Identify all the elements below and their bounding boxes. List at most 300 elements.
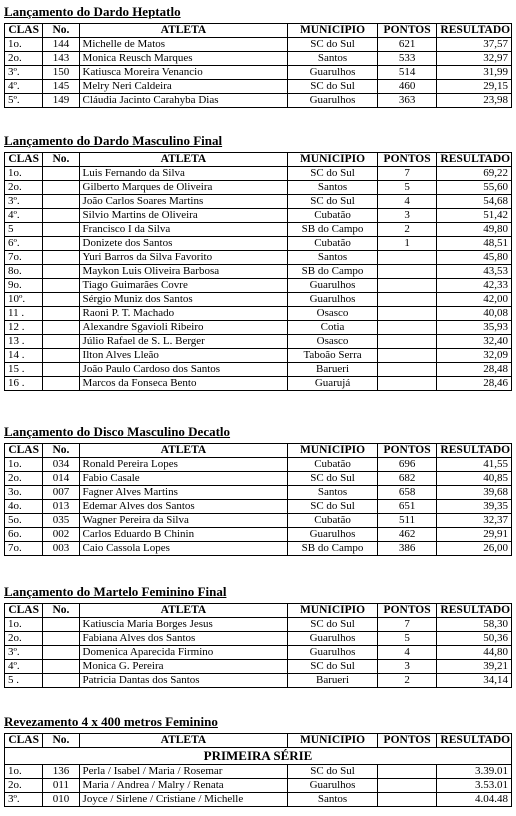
column-header-clas: CLAS [5, 734, 43, 748]
table-row [5, 307, 512, 321]
pontos-cell: 682 [377, 472, 437, 486]
pontos-cell [377, 321, 437, 335]
municipio-cell: SC do Sul [288, 472, 377, 486]
resultado-cell: 28,46 [437, 377, 512, 391]
municipio-cell: Osasco [288, 335, 377, 349]
athlete-cell: Sérgio Muniz dos Santos [79, 293, 288, 307]
clas-cell: 4º. [5, 660, 43, 674]
number-cell [43, 363, 79, 377]
pontos-cell [377, 279, 437, 293]
resultado-cell: 32,37 [437, 514, 512, 528]
municipio-cell: Cubatão [288, 237, 377, 251]
athlete-cell: Francisco I da Silva [79, 223, 288, 237]
number-cell [43, 307, 79, 321]
athlete-cell: Tiago Guimarães Covre [79, 279, 288, 293]
resultado-cell: 32,09 [437, 349, 512, 363]
municipio-cell: Barueri [288, 363, 377, 377]
municipio-cell: Santos [288, 486, 377, 500]
pontos-cell [377, 377, 437, 391]
header-row [5, 24, 512, 38]
table-row [5, 181, 512, 195]
athlete-cell: Maria / Andrea / Malry / Renata [79, 779, 288, 793]
athlete-cell: Maykon Luis Oliveira Barbosa [79, 265, 288, 279]
clas-cell: 11 . [5, 307, 43, 321]
clas-cell: 3º. [5, 646, 43, 660]
number-cell: 014 [43, 472, 79, 486]
clas-cell: 2o. [5, 472, 43, 486]
municipio-cell: SC do Sul [288, 500, 377, 514]
column-header-clas: CLAS [5, 24, 43, 38]
number-cell [43, 293, 79, 307]
pontos-cell: 363 [377, 94, 437, 108]
municipio-cell: SC do Sul [288, 618, 377, 632]
clas-cell: 10º. [5, 293, 43, 307]
results-table [4, 443, 512, 556]
table-row [5, 363, 512, 377]
results-table [4, 733, 512, 807]
table-row [5, 237, 512, 251]
clas-cell: 4o. [5, 500, 43, 514]
number-cell [43, 279, 79, 293]
column-header-atleta: ATLETA [79, 153, 288, 167]
athlete-cell: Fagner Alves Martins [79, 486, 288, 500]
athlete-cell: Wagner Pereira da Silva [79, 514, 288, 528]
resultado-cell: 29,91 [437, 528, 512, 542]
header-row [5, 153, 512, 167]
resultado-cell: 37,57 [437, 38, 512, 52]
table-row [5, 793, 512, 807]
table-row [5, 279, 512, 293]
municipio-cell: SC do Sul [288, 80, 377, 94]
column-header-atleta: ATLETA [79, 24, 288, 38]
number-cell [43, 660, 79, 674]
pontos-cell [377, 793, 437, 807]
column-header-no: No. [43, 734, 79, 748]
resultado-cell: 32,97 [437, 52, 512, 66]
pontos-cell: 696 [377, 458, 437, 472]
pontos-cell: 386 [377, 542, 437, 556]
number-cell: 035 [43, 514, 79, 528]
number-cell: 034 [43, 458, 79, 472]
column-header-resultado: RESULTADO [437, 604, 512, 618]
pontos-cell [377, 293, 437, 307]
table-row [5, 66, 512, 80]
clas-cell: 1o. [5, 618, 43, 632]
event-title: Lançamento do Dardo Masculino Final [4, 133, 223, 148]
number-cell: 136 [43, 765, 79, 779]
municipio-cell: Barueri [288, 674, 377, 688]
clas-cell: 4º. [5, 80, 43, 94]
header-row [5, 604, 512, 618]
column-header-municipio: MUNICIPIO [288, 734, 377, 748]
number-cell: 145 [43, 80, 79, 94]
resultado-cell: 42,33 [437, 279, 512, 293]
municipio-cell: SB do Campo [288, 265, 377, 279]
resultado-cell: 3.39.01 [437, 765, 512, 779]
column-header-pontos: PONTOS [377, 604, 437, 618]
number-cell [43, 377, 79, 391]
table-row [5, 38, 512, 52]
clas-cell: 1o. [5, 458, 43, 472]
athlete-cell: Ronald Pereira Lopes [79, 458, 288, 472]
resultado-cell: 39,35 [437, 500, 512, 514]
municipio-cell: Santos [288, 52, 377, 66]
table-row [5, 265, 512, 279]
clas-cell: 15 . [5, 363, 43, 377]
resultado-cell: 39,68 [437, 486, 512, 500]
column-header-municipio: MUNICIPIO [288, 24, 377, 38]
table-row [5, 377, 512, 391]
table-row [5, 458, 512, 472]
header-row [5, 734, 512, 748]
table-row [5, 94, 512, 108]
event-section [4, 132, 512, 391]
pontos-cell: 621 [377, 38, 437, 52]
column-header-resultado: RESULTADO [437, 153, 512, 167]
municipio-cell: SC do Sul [288, 660, 377, 674]
municipio-cell: SC do Sul [288, 195, 377, 209]
clas-cell: 16 . [5, 377, 43, 391]
pontos-cell [377, 363, 437, 377]
resultado-cell: 58,30 [437, 618, 512, 632]
municipio-cell: Guarulhos [288, 779, 377, 793]
municipio-cell: Cubatão [288, 458, 377, 472]
clas-cell: 5 . [5, 674, 43, 688]
resultado-cell: 45,80 [437, 251, 512, 265]
column-header-pontos: PONTOS [377, 153, 437, 167]
municipio-cell: Santos [288, 251, 377, 265]
resultado-cell: 48,51 [437, 237, 512, 251]
pontos-cell: 511 [377, 514, 437, 528]
athlete-cell: Carlos Eduardo B Chinin [79, 528, 288, 542]
table-row [5, 542, 512, 556]
pontos-cell: 4 [377, 646, 437, 660]
serie-row [5, 748, 512, 765]
athlete-cell: Caio Cassola Lopes [79, 542, 288, 556]
column-header-no: No. [43, 444, 79, 458]
resultado-cell: 39,21 [437, 660, 512, 674]
clas-cell: 5 [5, 223, 43, 237]
athlete-cell: Joyce / Sirlene / Cristiane / Michelle [79, 793, 288, 807]
column-header-resultado: RESULTADO [437, 24, 512, 38]
athlete-cell: Fabio Casale [79, 472, 288, 486]
number-cell [43, 632, 79, 646]
clas-cell: 7o. [5, 251, 43, 265]
clas-cell: 12 . [5, 321, 43, 335]
serie-label: PRIMEIRA SÉRIE [5, 748, 512, 765]
number-cell: 144 [43, 38, 79, 52]
number-cell: 010 [43, 793, 79, 807]
athlete-cell: Katiusca Moreira Venancio [79, 66, 288, 80]
number-cell [43, 237, 79, 251]
clas-cell: 2o. [5, 779, 43, 793]
table-row [5, 349, 512, 363]
resultado-cell: 51,42 [437, 209, 512, 223]
column-header-pontos: PONTOS [377, 24, 437, 38]
clas-cell: 9o. [5, 279, 43, 293]
column-header-no: No. [43, 153, 79, 167]
column-header-clas: CLAS [5, 444, 43, 458]
number-cell [43, 181, 79, 195]
athlete-cell: Fabiana Alves dos Santos [79, 632, 288, 646]
athlete-cell: Katiuscia Maria Borges Jesus [79, 618, 288, 632]
athlete-cell: Júlio Rafael de S. L. Berger [79, 335, 288, 349]
number-cell [43, 674, 79, 688]
event-title: Lançamento do Dardo Heptatlo [4, 4, 181, 19]
municipio-cell: Guarulhos [288, 66, 377, 80]
resultado-cell: 49,80 [437, 223, 512, 237]
table-row [5, 167, 512, 181]
table-row [5, 779, 512, 793]
pontos-cell: 5 [377, 632, 437, 646]
resultado-cell: 42,00 [437, 293, 512, 307]
municipio-cell: Guarulhos [288, 646, 377, 660]
event-section [4, 583, 512, 688]
number-cell [43, 335, 79, 349]
athlete-cell: Cláudia Jacinto Carahyba Dias [79, 94, 288, 108]
pontos-cell [377, 765, 437, 779]
column-header-clas: CLAS [5, 604, 43, 618]
number-cell: 150 [43, 66, 79, 80]
athlete-cell: Perla / Isabel / Maria / Rosemar [79, 765, 288, 779]
clas-cell: 5o. [5, 514, 43, 528]
municipio-cell: Cubatão [288, 209, 377, 223]
clas-cell: 1o. [5, 38, 43, 52]
pontos-cell [377, 335, 437, 349]
resultado-cell: 23,98 [437, 94, 512, 108]
number-cell: 013 [43, 500, 79, 514]
pontos-cell: 462 [377, 528, 437, 542]
number-cell [43, 251, 79, 265]
table-row [5, 223, 512, 237]
column-header-resultado: RESULTADO [437, 444, 512, 458]
number-cell: 143 [43, 52, 79, 66]
column-header-atleta: ATLETA [79, 734, 288, 748]
number-cell [43, 167, 79, 181]
pontos-cell [377, 265, 437, 279]
pontos-cell [377, 307, 437, 321]
event-title: Lançamento do Disco Masculino Decatlo [4, 424, 231, 439]
municipio-cell: SC do Sul [288, 765, 377, 779]
municipio-cell: Cotia [288, 321, 377, 335]
athlete-cell: Monica Reusch Marques [79, 52, 288, 66]
number-cell [43, 209, 79, 223]
pontos-cell: 2 [377, 223, 437, 237]
athlete-cell: Michelle de Matos [79, 38, 288, 52]
column-header-no: No. [43, 24, 79, 38]
table-row [5, 646, 512, 660]
resultado-cell: 29,15 [437, 80, 512, 94]
table-row [5, 486, 512, 500]
athlete-cell: João Carlos Soares Martins [79, 195, 288, 209]
clas-cell: 2o. [5, 181, 43, 195]
column-header-municipio: MUNICIPIO [288, 604, 377, 618]
resultado-cell: 40,08 [437, 307, 512, 321]
pontos-cell: 460 [377, 80, 437, 94]
clas-cell: 3º. [5, 66, 43, 80]
column-header-atleta: ATLETA [79, 604, 288, 618]
column-header-pontos: PONTOS [377, 444, 437, 458]
athlete-cell: Patricia Dantas dos Santos [79, 674, 288, 688]
municipio-cell: SB do Campo [288, 223, 377, 237]
clas-cell: 3º. [5, 793, 43, 807]
municipio-cell: Guarujá [288, 377, 377, 391]
table-row [5, 209, 512, 223]
resultado-cell: 69,22 [437, 167, 512, 181]
number-cell [43, 349, 79, 363]
athlete-cell: Monica G. Pereira [79, 660, 288, 674]
athlete-cell: Alexandre Sgavioli Ribeiro [79, 321, 288, 335]
clas-cell: 4º. [5, 209, 43, 223]
clas-cell: 6o. [5, 528, 43, 542]
municipio-cell: SB do Campo [288, 542, 377, 556]
number-cell: 003 [43, 542, 79, 556]
municipio-cell: Guarulhos [288, 293, 377, 307]
column-header-atleta: ATLETA [79, 444, 288, 458]
table-row [5, 674, 512, 688]
pontos-cell: 4 [377, 195, 437, 209]
table-row [5, 632, 512, 646]
number-cell: 007 [43, 486, 79, 500]
clas-cell: 1o. [5, 167, 43, 181]
clas-cell: 7o. [5, 542, 43, 556]
athlete-cell: Domenica Aparecida Firmino [79, 646, 288, 660]
column-header-clas: CLAS [5, 153, 43, 167]
athlete-cell: Edemar Alves dos Santos [79, 500, 288, 514]
municipio-cell: SC do Sul [288, 38, 377, 52]
clas-cell: 6º. [5, 237, 43, 251]
pontos-cell: 7 [377, 167, 437, 181]
clas-cell: 1o. [5, 765, 43, 779]
pontos-cell: 3 [377, 209, 437, 223]
municipio-cell: Santos [288, 793, 377, 807]
number-cell [43, 195, 79, 209]
municipio-cell: Guarulhos [288, 632, 377, 646]
pontos-cell: 658 [377, 486, 437, 500]
event-title: Revezamento 4 x 400 metros Feminino [4, 714, 218, 729]
municipio-cell: Guarulhos [288, 528, 377, 542]
clas-cell: 3º. [5, 195, 43, 209]
table-row [5, 472, 512, 486]
header-row [5, 444, 512, 458]
athlete-cell: Silvio Martins de Oliveira [79, 209, 288, 223]
pontos-cell: 2 [377, 674, 437, 688]
number-cell: 011 [43, 779, 79, 793]
number-cell: 002 [43, 528, 79, 542]
resultado-cell: 54,68 [437, 195, 512, 209]
table-row [5, 618, 512, 632]
table-row [5, 660, 512, 674]
table-row [5, 251, 512, 265]
event-section [4, 423, 512, 556]
resultado-cell: 50,36 [437, 632, 512, 646]
athlete-cell: Gilberto Marques de Oliveira [79, 181, 288, 195]
column-header-no: No. [43, 604, 79, 618]
table-row [5, 514, 512, 528]
resultado-cell: 31,99 [437, 66, 512, 80]
number-cell [43, 223, 79, 237]
athlete-cell: Yuri Barros da Silva Favorito [79, 251, 288, 265]
resultado-cell: 3.53.01 [437, 779, 512, 793]
table-row [5, 765, 512, 779]
resultado-cell: 41,55 [437, 458, 512, 472]
column-header-resultado: RESULTADO [437, 734, 512, 748]
pontos-cell: 1 [377, 237, 437, 251]
clas-cell: 13 . [5, 335, 43, 349]
table-row [5, 500, 512, 514]
table-row [5, 321, 512, 335]
resultado-cell: 26,00 [437, 542, 512, 556]
pontos-cell: 3 [377, 660, 437, 674]
pontos-cell [377, 779, 437, 793]
results-table [4, 23, 512, 108]
table-row [5, 80, 512, 94]
athlete-cell: Luis Fernando da Silva [79, 167, 288, 181]
resultado-cell: 4.04.48 [437, 793, 512, 807]
resultado-cell: 32,40 [437, 335, 512, 349]
resultado-cell: 44,80 [437, 646, 512, 660]
resultado-cell: 40,85 [437, 472, 512, 486]
table-row [5, 52, 512, 66]
table-row [5, 293, 512, 307]
municipio-cell: Guarulhos [288, 94, 377, 108]
pontos-cell: 7 [377, 618, 437, 632]
municipio-cell: SC do Sul [288, 167, 377, 181]
event-section [4, 713, 512, 807]
table-row [5, 528, 512, 542]
athlete-cell: João Paulo Cardoso dos Santos [79, 363, 288, 377]
athlete-cell: Melry Neri Caldeira [79, 80, 288, 94]
clas-cell: 2o. [5, 52, 43, 66]
column-header-pontos: PONTOS [377, 734, 437, 748]
athlete-cell: Donizete dos Santos [79, 237, 288, 251]
clas-cell: 14 . [5, 349, 43, 363]
athlete-cell: Raoni P. T. Machado [79, 307, 288, 321]
athlete-cell: Marcos da Fonseca Bento [79, 377, 288, 391]
municipio-cell: Santos [288, 181, 377, 195]
resultado-cell: 34,14 [437, 674, 512, 688]
pontos-cell: 651 [377, 500, 437, 514]
column-header-municipio: MUNICIPIO [288, 153, 377, 167]
resultado-cell: 28,48 [437, 363, 512, 377]
athlete-cell: Ilton Alves Lleão [79, 349, 288, 363]
municipio-cell: Cubatão [288, 514, 377, 528]
column-header-municipio: MUNICIPIO [288, 444, 377, 458]
event-title: Lançamento do Martelo Feminino Final [4, 584, 227, 599]
pontos-cell: 514 [377, 66, 437, 80]
event-section [4, 3, 512, 108]
pontos-cell [377, 251, 437, 265]
pontos-cell [377, 349, 437, 363]
table-row [5, 195, 512, 209]
number-cell [43, 618, 79, 632]
results-table [4, 152, 512, 391]
number-cell [43, 646, 79, 660]
clas-cell: 3o. [5, 486, 43, 500]
clas-cell: 8o. [5, 265, 43, 279]
results-table [4, 603, 512, 688]
number-cell [43, 265, 79, 279]
municipio-cell: Taboão Serra [288, 349, 377, 363]
number-cell [43, 321, 79, 335]
pontos-cell: 5 [377, 181, 437, 195]
clas-cell: 5º. [5, 94, 43, 108]
municipio-cell: Guarulhos [288, 279, 377, 293]
clas-cell: 2o. [5, 632, 43, 646]
resultado-cell: 43,53 [437, 265, 512, 279]
municipio-cell: Osasco [288, 307, 377, 321]
number-cell: 149 [43, 94, 79, 108]
